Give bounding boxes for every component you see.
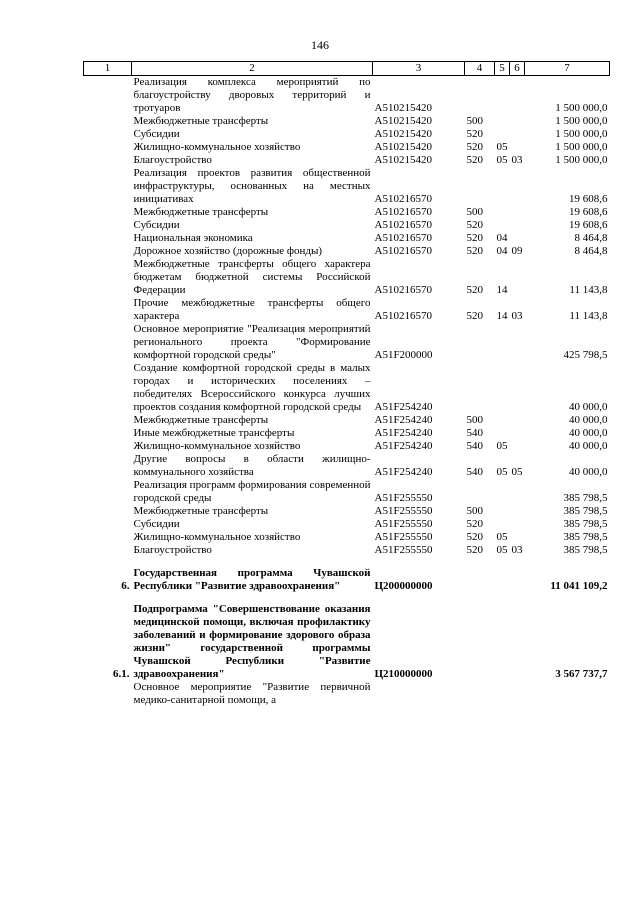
row-vr (465, 362, 495, 414)
row-name: Основное мероприятие "Развитие первичной медико-санитарной помощи, а (133, 681, 371, 706)
row-sum: 1 500 000,0 (555, 128, 608, 140)
row-code: А510215420 (374, 141, 432, 153)
row-name: Субсидии (133, 219, 180, 231)
row-vr (465, 603, 495, 681)
row-spacer-cell (84, 593, 610, 603)
table-row (84, 206, 610, 219)
row-rz (495, 167, 510, 206)
row-rz (495, 128, 510, 141)
row-pr (510, 518, 525, 531)
header-cell: 2 (132, 62, 373, 76)
row-code: А510216570 (374, 284, 432, 296)
row-vr: 540 (466, 466, 483, 478)
header-cell: 3 (373, 62, 465, 76)
row-vr: 520 (466, 154, 483, 166)
row-pr (510, 362, 525, 414)
row-code: А51F255550 (374, 544, 433, 556)
row-rz: 05 (496, 544, 508, 556)
row-name: Жилищно-коммунальное хозяйство (133, 440, 301, 452)
row-pr (510, 219, 525, 232)
row-pr (510, 603, 525, 681)
row-sum: 40 000,0 (569, 427, 608, 439)
row-sum: 385 798,5 (563, 531, 608, 543)
row-rz (495, 479, 510, 505)
row-rz: 05 (496, 531, 508, 543)
row-number (84, 141, 132, 154)
table-row (84, 167, 610, 206)
row-vr: 520 (466, 128, 483, 140)
row-pr (510, 258, 525, 297)
header-cell: 4 (465, 62, 495, 76)
row-pr (510, 206, 525, 219)
row-sum: 40 000,0 (569, 466, 608, 478)
table-row (84, 544, 610, 557)
row-sum: 40 000,0 (569, 401, 608, 413)
row-number (84, 414, 132, 427)
row-sum: 8 464,8 (574, 232, 608, 244)
row-pr: 05 (511, 466, 523, 478)
row-number (84, 427, 132, 440)
table-row (84, 479, 610, 505)
row-vr: 520 (466, 141, 483, 153)
row-number (84, 258, 132, 297)
row-pr (510, 567, 525, 593)
row-vr (465, 681, 495, 707)
table-row (84, 414, 610, 427)
row-vr (465, 479, 495, 505)
row-vr (465, 567, 495, 593)
row-code: А51F254240 (374, 414, 433, 426)
row-rz (495, 206, 510, 219)
row-pr (510, 128, 525, 141)
row-number (84, 505, 132, 518)
row-name: Создание комфортной городской среды в малых городах и исторических поселениях – победителях Всероссийского конкурса лучших проектов создания комфортной городской среды (133, 362, 371, 413)
row-name: Государственная программа Чувашской Республики "Развитие здравоохранения" (133, 567, 371, 592)
row-rz: 14 (496, 284, 508, 296)
row-rz (495, 323, 510, 362)
row-name: Реализация программ формирования современной городской среды (133, 479, 371, 504)
row-pr: 03 (511, 154, 523, 166)
row-code: А510215420 (374, 154, 432, 166)
table-row (84, 128, 610, 141)
row-rz (495, 427, 510, 440)
row-spacer (84, 593, 610, 603)
row-sum: 8 464,8 (574, 245, 608, 257)
row-rz: 05 (496, 141, 508, 153)
table-row (84, 427, 610, 440)
row-sum: 40 000,0 (569, 440, 608, 452)
row-number (84, 115, 132, 128)
row-rz: 04 (496, 245, 508, 257)
row-code: А510216570 (374, 206, 432, 218)
row-code: А51F255550 (374, 492, 433, 504)
row-number (84, 531, 132, 544)
table-row (84, 453, 610, 479)
row-rz: 04 (496, 232, 508, 244)
table-row (84, 567, 610, 593)
row-rz: 05 (496, 466, 508, 478)
row-code: А510215420 (374, 102, 432, 114)
row-sum: 385 798,5 (563, 518, 608, 530)
row-sum: 385 798,5 (563, 544, 608, 556)
row-number (84, 245, 132, 258)
row-vr (465, 167, 495, 206)
row-name: Благоустройство (133, 154, 212, 166)
row-rz (495, 505, 510, 518)
table-header-row (84, 62, 610, 76)
header-cell: 1 (84, 62, 132, 76)
table-row (84, 531, 610, 544)
row-code: А510216570 (374, 245, 432, 257)
row-number (84, 681, 132, 707)
row-vr: 540 (466, 440, 483, 452)
row-pr (510, 440, 525, 453)
table-row (84, 141, 610, 154)
table-row (84, 681, 610, 707)
row-rz (495, 518, 510, 531)
row-number (84, 232, 132, 245)
row-vr: 520 (466, 284, 483, 296)
table-row (84, 115, 610, 128)
table-row (84, 219, 610, 232)
row-rz: 05 (496, 154, 508, 166)
table-row (84, 505, 610, 518)
table-row (84, 362, 610, 414)
row-code: А51F254240 (374, 440, 433, 452)
row-vr: 500 (466, 115, 483, 127)
row-sum: 1 500 000,0 (555, 115, 608, 127)
row-code: Ц200000000 (374, 580, 433, 592)
row-pr: 03 (511, 310, 523, 322)
row-vr: 500 (466, 505, 483, 517)
row-sum: 1 500 000,0 (555, 154, 608, 166)
row-pr (510, 505, 525, 518)
row-vr: 520 (466, 531, 483, 543)
row-number (84, 479, 132, 505)
row-number: 6.1. (113, 668, 130, 680)
table-row (84, 258, 610, 297)
row-code: А510215420 (374, 115, 432, 127)
row-sum: 1 500 000,0 (555, 141, 608, 153)
row-code: А510215420 (374, 128, 432, 140)
row-number (84, 128, 132, 141)
table-row (84, 76, 610, 116)
row-number (84, 544, 132, 557)
header-cell: 7 (525, 62, 610, 76)
page-number: 146 (311, 38, 329, 52)
row-rz (495, 567, 510, 593)
row-name: Прочие межбюджетные трансферты общего характера (133, 297, 371, 322)
row-pr (510, 479, 525, 505)
header-cell: 5 (495, 62, 510, 76)
row-vr: 500 (466, 206, 483, 218)
row-number (84, 362, 132, 414)
row-number (84, 154, 132, 167)
row-sum: 425 798,5 (563, 349, 608, 361)
row-vr (465, 76, 495, 116)
row-rz (495, 603, 510, 681)
row-name: Межбюджетные трансферты (133, 115, 269, 127)
row-code: А510216570 (374, 193, 432, 205)
row-vr: 520 (466, 219, 483, 231)
row-name: Жилищно-коммунальное хозяйство (133, 531, 301, 543)
row-vr: 520 (466, 245, 483, 257)
header-cell: 6 (510, 62, 525, 76)
table-row (84, 518, 610, 531)
row-code: А510216570 (374, 310, 432, 322)
row-pr (510, 414, 525, 427)
row-code: А51F255550 (374, 518, 433, 530)
row-name: Подпрограмма "Совершенствование оказания медицинской помощи, включая профилактику заболеваний и формирование здорового образа жизни" государственной программы Чувашской Республики "Развитие здравоохранения" (133, 603, 371, 680)
row-number (84, 206, 132, 219)
row-code: А51F255550 (374, 531, 433, 543)
table-row (84, 297, 610, 323)
row-rz (495, 115, 510, 128)
row-code: А51F254240 (374, 427, 433, 439)
row-name: Межбюджетные трансферты общего характера бюджетам бюджетной системы Российской Федерации (133, 258, 371, 296)
row-number (84, 297, 132, 323)
row-pr (510, 323, 525, 362)
row-code: А510216570 (374, 219, 432, 231)
row-name: Субсидии (133, 518, 180, 530)
row-pr (510, 681, 525, 707)
row-pr: 03 (511, 544, 523, 556)
row-pr: 09 (511, 245, 523, 257)
row-code: А51F254240 (374, 401, 433, 413)
table-row (84, 245, 610, 258)
row-pr (510, 76, 525, 116)
row-number: 6. (121, 580, 130, 592)
row-code (373, 681, 465, 707)
row-code: А510216570 (374, 232, 432, 244)
row-name: Межбюджетные трансферты (133, 414, 269, 426)
row-spacer-cell (84, 557, 610, 567)
row-name: Основное мероприятие "Реализация мероприятий регионального проекта "Формирование комфортной городской среды" (133, 323, 371, 361)
row-vr: 520 (466, 232, 483, 244)
row-sum: 11 143,8 (569, 284, 608, 296)
row-name: Благоустройство (133, 544, 212, 556)
row-pr (510, 427, 525, 440)
table-row (84, 154, 610, 167)
row-pr (510, 232, 525, 245)
row-sum: 40 000,0 (569, 414, 608, 426)
row-number (84, 518, 132, 531)
row-code: А51F200000 (374, 349, 433, 361)
row-sum: 19 608,6 (569, 193, 608, 205)
row-sum: 19 608,6 (569, 219, 608, 231)
row-name: Другие вопросы в области жилищно-коммунального хозяйства (133, 453, 371, 478)
row-rz (495, 76, 510, 116)
row-name: Реализация проектов развития общественной инфраструктуры, основанных на местных инициативах (133, 167, 371, 205)
row-code: Ц210000000 (374, 668, 433, 680)
row-sum: 385 798,5 (563, 492, 608, 504)
row-vr: 500 (466, 414, 483, 426)
row-vr: 520 (466, 544, 483, 556)
budget-table (83, 61, 610, 707)
row-name: Иные межбюджетные трансферты (133, 427, 295, 439)
row-name: Национальная экономика (133, 232, 253, 244)
row-number (84, 167, 132, 206)
row-sum (525, 681, 610, 707)
table-row (84, 440, 610, 453)
row-name: Дорожное хозяйство (дорожные фонды) (133, 245, 323, 257)
row-vr: 520 (466, 518, 483, 530)
row-number (84, 453, 132, 479)
row-name: Субсидии (133, 128, 180, 140)
row-rz (495, 681, 510, 707)
row-sum: 11 041 109,2 (550, 580, 608, 592)
row-rz (495, 219, 510, 232)
table-row (84, 323, 610, 362)
row-vr: 540 (466, 427, 483, 439)
row-rz (495, 414, 510, 427)
row-name: Жилищно-коммунальное хозяйство (133, 141, 301, 153)
row-number (84, 76, 132, 116)
row-pr (510, 115, 525, 128)
row-rz (495, 362, 510, 414)
row-sum: 385 798,5 (563, 505, 608, 517)
row-pr (510, 167, 525, 206)
row-name: Межбюджетные трансферты (133, 505, 269, 517)
row-rz: 05 (496, 440, 508, 452)
table-row (84, 232, 610, 245)
row-name: Реализация комплекса мероприятий по благоустройству дворовых территорий и тротуаров (133, 76, 371, 114)
row-code: А51F254240 (374, 466, 433, 478)
row-name: Межбюджетные трансферты (133, 206, 269, 218)
row-number (84, 440, 132, 453)
row-vr (465, 323, 495, 362)
row-number (84, 323, 132, 362)
row-spacer (84, 557, 610, 567)
row-vr: 520 (466, 310, 483, 322)
table-row (84, 603, 610, 681)
row-code: А51F255550 (374, 505, 433, 517)
row-sum: 1 500 000,0 (555, 102, 608, 114)
row-sum: 3 567 737,7 (555, 668, 608, 680)
row-sum: 11 143,8 (569, 310, 608, 322)
row-rz: 14 (496, 310, 508, 322)
row-sum: 19 608,6 (569, 206, 608, 218)
row-number (84, 219, 132, 232)
row-pr (510, 141, 525, 154)
row-pr (510, 531, 525, 544)
